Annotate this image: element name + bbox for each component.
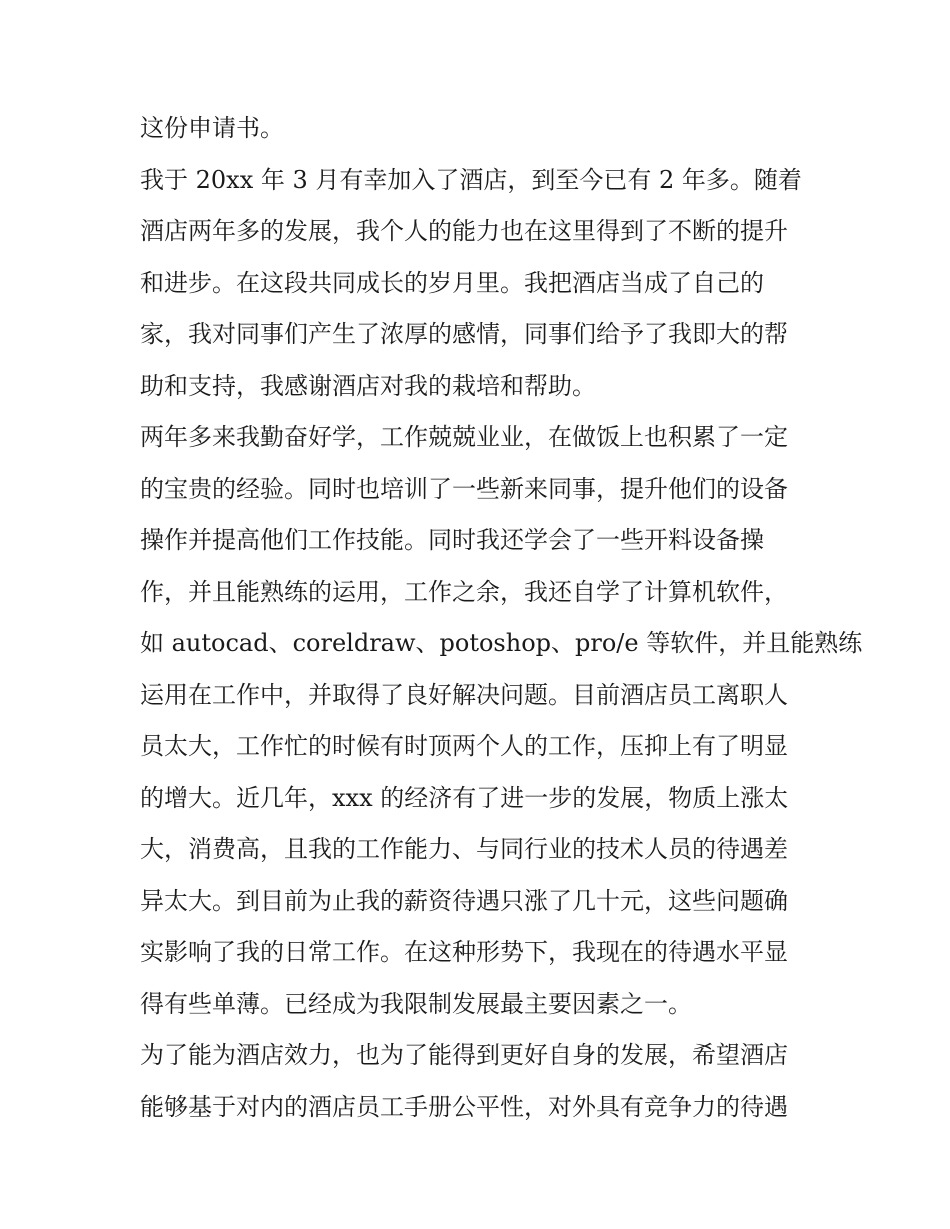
text-line: 助和支持，我感谢酒店对我的栽培和帮助。 [140, 371, 596, 400]
text-line: 得有些单薄。已经成为我限制发展最主要因素之一。 [140, 989, 692, 1018]
text-line: 的增大。近几年，xxx 的经济有了进一步的发展，物质上涨太 [140, 783, 789, 812]
text-line: 为了能为酒店效力，也为了能得到更好自身的发展，希望酒店 [140, 1041, 788, 1069]
text-line: 两年多来我勤奋好学，工作兢兢业业，在做饭上也积累了一定 [140, 423, 788, 451]
text-line: 大，消费高，且我的工作能力、与同行业的技术人员的待遇差 [140, 835, 788, 863]
text-line: 员太大，工作忙的时候有时顶两个人的工作，压抑上有了明显 [140, 732, 788, 760]
text-line: 和进步。在这段共同成长的岁月里。我把酒店当成了自己的 [140, 268, 764, 297]
text-line: 如 autocad、coreldraw、potoshop、pro/e 等软件，并且能熟练 [140, 629, 863, 657]
text-line: 我于 20xx 年 3 月有幸加入了酒店，到至今已有 2 年多。随着 [140, 165, 802, 194]
text-line: 运用在工作中，并取得了良好解决问题。目前酒店员工离职人 [140, 680, 788, 709]
document-body-text [140, 103, 863, 1133]
text-line: 操作并提高他们工作技能。同时我还学会了一些开料设备操 [140, 526, 764, 554]
text-line: 这份申请书。 [140, 114, 284, 142]
text-line: 作，并且能熟练的运用，工作之余，我还自学了计算机软件， [140, 577, 788, 606]
text-line: 实影响了我的日常工作。在这种形势下，我现在的待遇水平显 [140, 938, 788, 966]
text-line: 的宝贵的经验。同时也培训了一些新来同事，提升他们的设备 [140, 474, 788, 503]
text-line: 酒店两年多的发展，我个人的能力也在这里得到了不断的提升 [140, 217, 788, 245]
text-line: 异太大。到目前为止我的薪资待遇只涨了几十元，这些问题确 [140, 886, 788, 915]
text-line: 能够基于对内的酒店员工手册公平性，对外具有竞争力的待遇 [140, 1092, 788, 1121]
text-line: 家，我对同事们产生了浓厚的感情，同事们给予了我即大的帮 [140, 320, 788, 348]
